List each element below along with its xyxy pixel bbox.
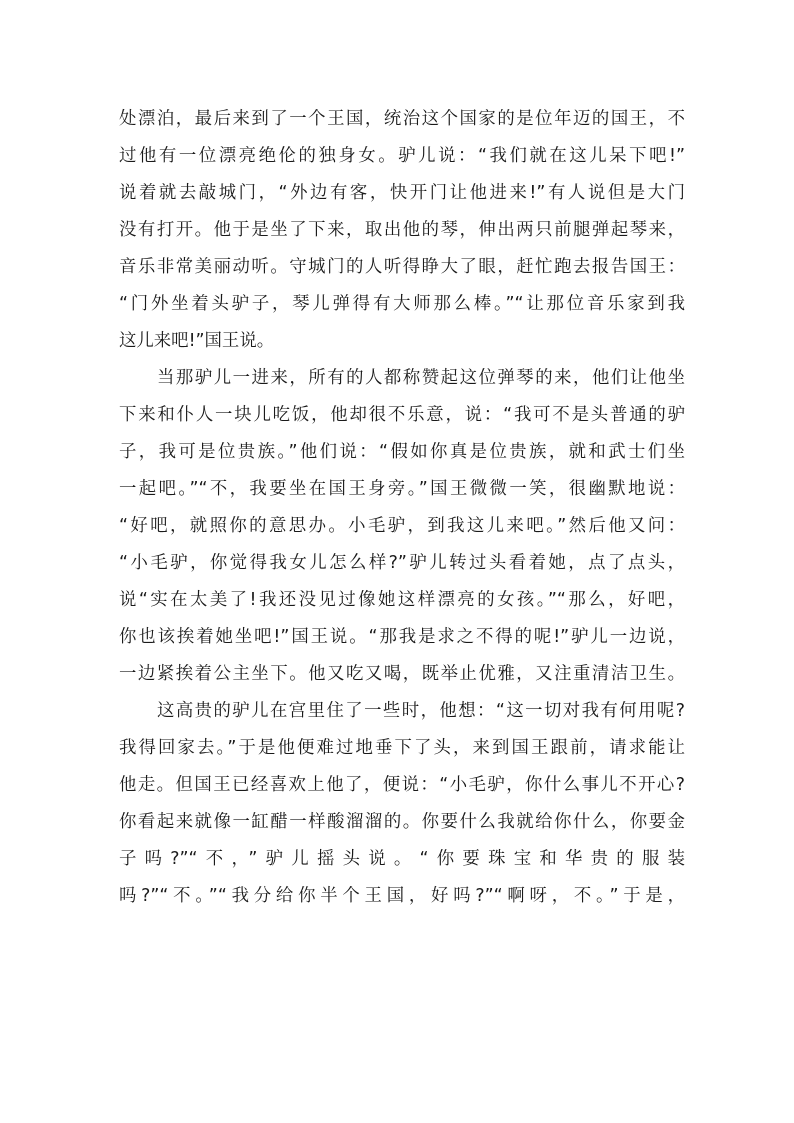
text-line-8: 当那驴儿一进来，所有的人都称赞起这位弹琴的来，他们让他坐 xyxy=(157,368,685,388)
text-line-7: 这儿来吧!”国王说。 xyxy=(119,331,275,351)
text-line-20: 你看起来就像一缸醋一样酸溜溜的。你要什么我就给你什么，你要金 xyxy=(119,812,685,832)
text-line-11: 一起吧。”“不，我要坐在国王身旁。”国王微微一笑，很幽默地说： xyxy=(119,479,685,499)
text-line-18: 我得回家去。”于是他便难过地垂下了头，来到国王跟前，请求能让 xyxy=(119,738,685,758)
text-line-4: 没有打开。他于是坐了下来，取出他的琴，伸出两只前腿弹起琴来， xyxy=(119,220,685,240)
text-line-6: “门外坐着头驴子，琴儿弹得有大师那么棒。”“让那位音乐家到我 xyxy=(119,294,685,314)
text-line-14: 说“实在太美了!我还没见过像她这样漂亮的女孩。”“那么，好吧， xyxy=(119,590,685,610)
text-line-17: 这高贵的驴儿在宫里住了一些时，他想：“这一切对我有何用呢? xyxy=(157,701,685,721)
text-line-12: “好吧，就照你的意思办。小毛驴，到我这儿来吧。”然后他又问： xyxy=(119,516,685,536)
text-line-10: 子，我可是位贵族。”他们说：“假如你真是位贵族，就和武士们坐 xyxy=(119,442,685,462)
story-page xyxy=(119,104,685,918)
text-line-3: 说着就去敲城门，“外边有客，快开门让他进来!”有人说但是大门 xyxy=(119,183,685,203)
text-line-22: 吗?”“不。”“我分给你半个王国，好吗?”“啊呀，不。”于是， xyxy=(119,886,685,906)
text-line-21: 子吗?”“不，”驴儿摇头说。“你要珠宝和华贵的服装 xyxy=(119,849,685,869)
text-line-19: 他走。但国王已经喜欢上他了，便说：“小毛驴，你什么事儿不开心? xyxy=(119,775,685,795)
text-line-16: 一边紧挨着公主坐下。他又吃又喝，既举止优雅，又注重清洁卫生。 xyxy=(119,664,685,684)
text-line-5: 音乐非常美丽动听。守城门的人听得睁大了眼，赶忙跑去报告国王： xyxy=(119,257,685,277)
text-line-13: “小毛驴，你觉得我女儿怎么样?”驴儿转过头看着她，点了点头， xyxy=(119,553,685,573)
text-line-15: 你也该挨着她坐吧!”国王说。“那我是求之不得的呢!”驴儿一边说， xyxy=(119,627,685,647)
text-line-1: 处漂泊，最后来到了一个王国，统治这个国家的是位年迈的国王，不 xyxy=(119,109,685,129)
text-line-9: 下来和仆人一块儿吃饭，他却很不乐意，说：“我可不是头普通的驴 xyxy=(119,405,685,425)
text-line-2: 过他有一位漂亮绝伦的独身女。驴儿说：“我们就在这儿呆下吧!” xyxy=(119,146,685,166)
